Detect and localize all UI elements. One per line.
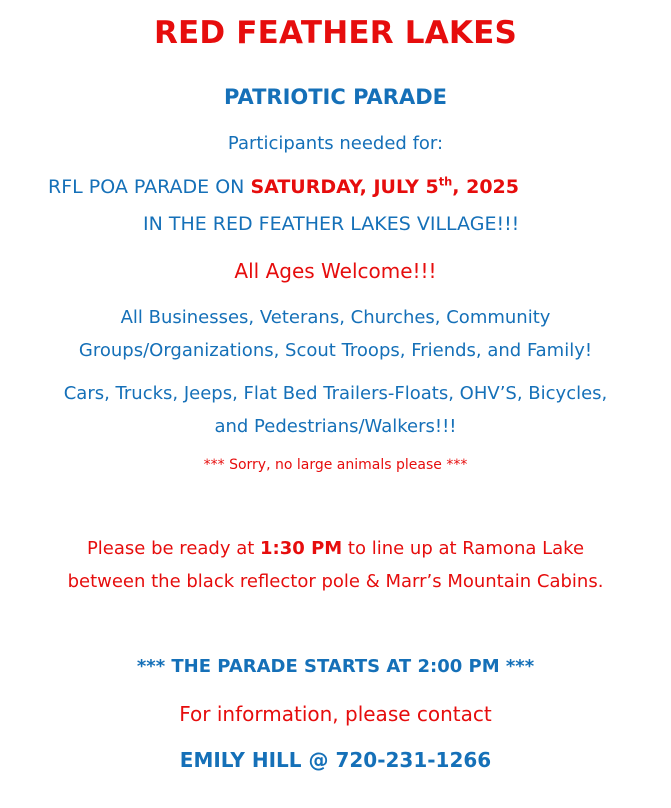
parade-starts-text: *** THE PARADE STARTS AT 2:00 PM ***	[136, 656, 535, 677]
parade-date-line	[0, 176, 671, 198]
village-line: IN THE RED FEATHER LAKES VILLAGE!!!	[143, 213, 520, 235]
ready-time: 1:30 PM	[260, 538, 343, 559]
parade-date-prefix: RFL POA PARADE ON	[48, 176, 251, 198]
subtitle: PATRIOTIC PARADE	[223, 85, 448, 109]
all-ages-text: All Ages Welcome!!!	[234, 259, 437, 283]
parade-date-main: SATURDAY, JULY 5	[250, 176, 439, 198]
parade-date-suffix: th	[438, 174, 453, 189]
businesses-line-2: Groups/Organizations, Scout Troops, Friends, and Family!	[78, 340, 593, 361]
contact-text: EMILY HILL @ 720-231-1266	[179, 748, 492, 772]
businesses-line-1: All Businesses, Veterans, Churches, Community	[120, 307, 551, 328]
participants-needed-text: Participants needed for:	[227, 133, 444, 154]
page-title: RED FEATHER LAKES	[153, 15, 518, 51]
ready-suffix: to line up at Ramona Lake	[342, 538, 585, 559]
ready-prefix: Please be ready at	[86, 538, 261, 559]
parade-date	[250, 176, 519, 198]
ready-line-1	[0, 538, 671, 559]
vehicles-line-2: and Pedestrians/Walkers!!!	[214, 416, 457, 437]
ready-line-2: between the black reflector pole & Marr’s Mountain Cabins.	[67, 571, 604, 592]
parade-date-year: , 2025	[452, 176, 519, 198]
vehicles-line-1: Cars, Trucks, Jeeps, Flat Bed Trailers-Floats, OHV’S, Bicycles,	[63, 383, 608, 404]
animals-note: *** Sorry, no large animals please ***	[203, 457, 468, 473]
info-text: For information, please contact	[179, 702, 492, 726]
